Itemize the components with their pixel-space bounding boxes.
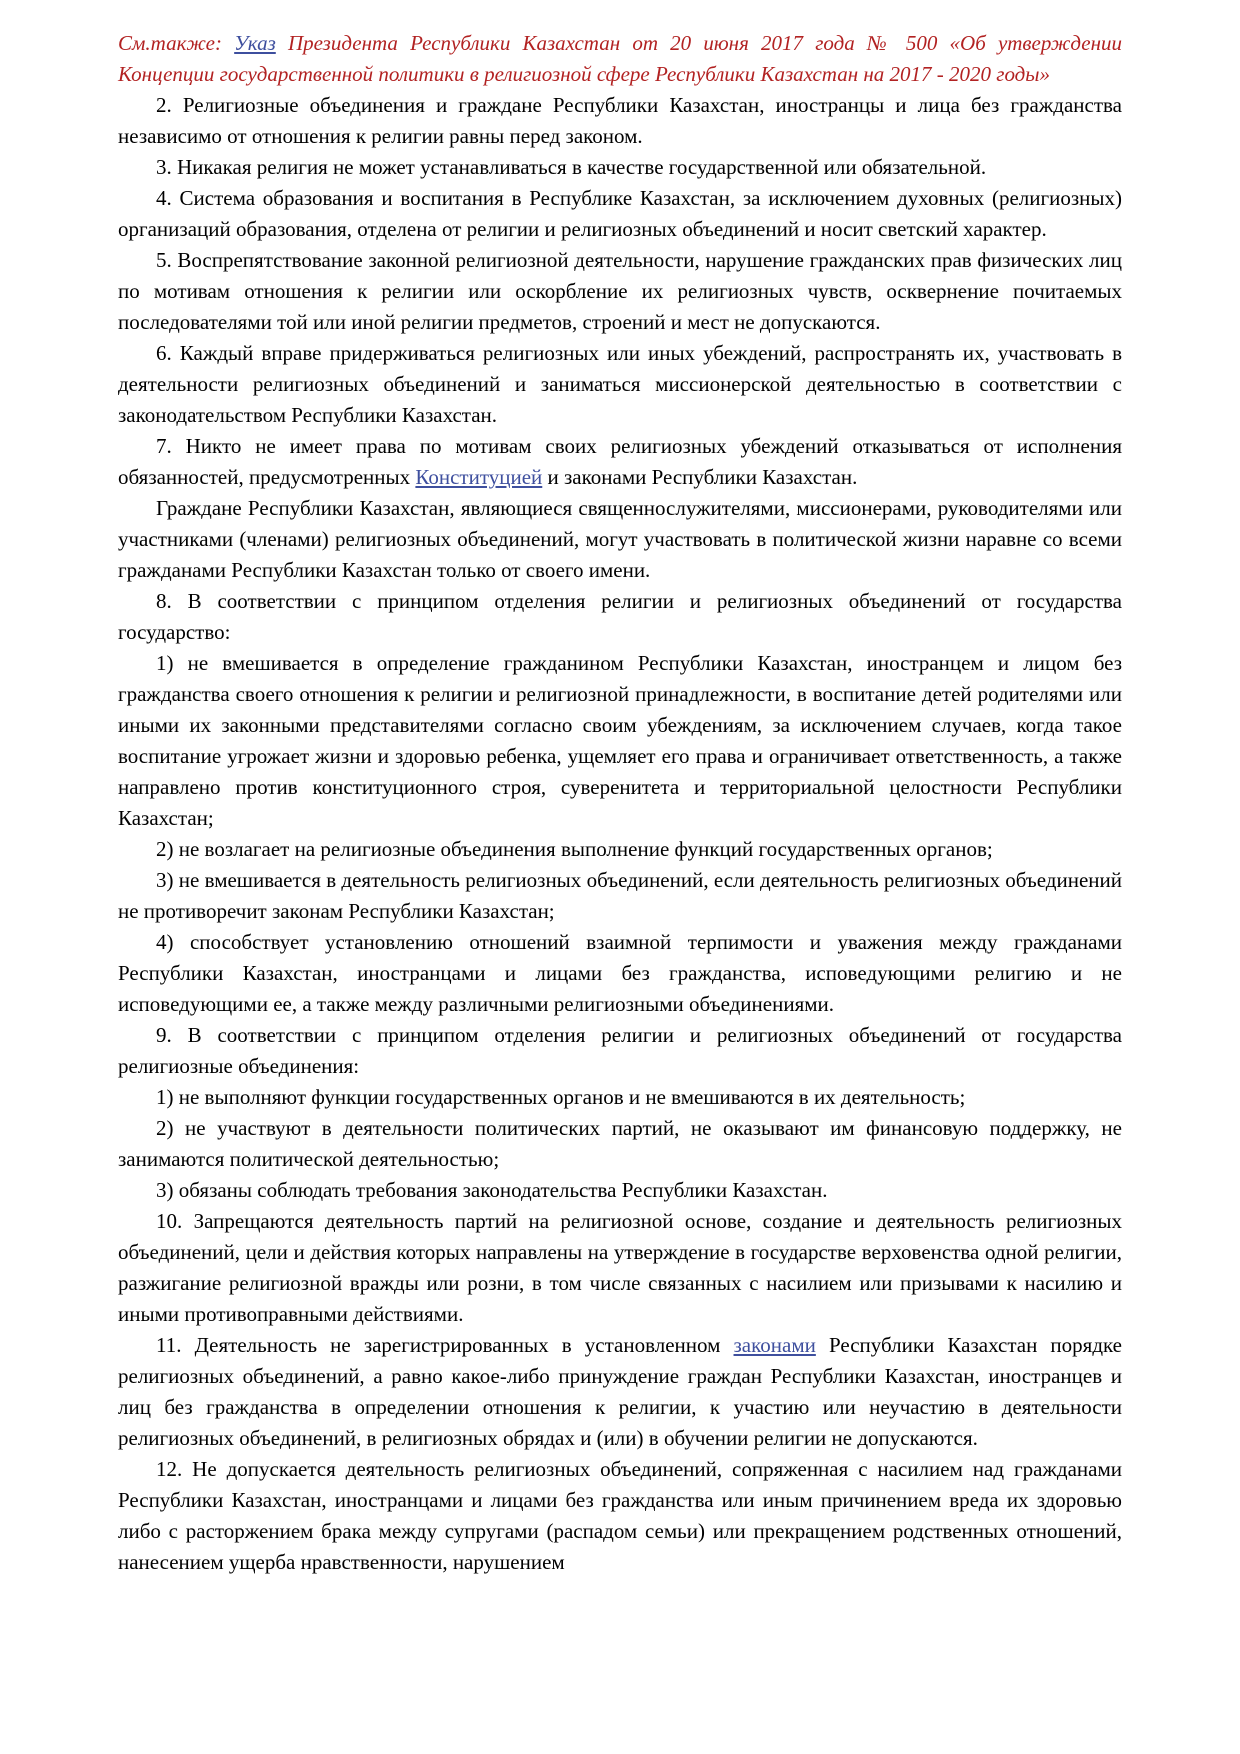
paragraph	[118, 1082, 1122, 1113]
paragraph	[118, 1206, 1122, 1330]
paragraph	[118, 245, 1122, 338]
text-segment: 3. Никакая религия не может устанавливаться в качестве государственной или обязательной.	[156, 155, 987, 179]
document-body	[118, 90, 1122, 1578]
text-segment: 12. Не допускается деятельность религиозных объединений, сопряженная с насилием над гражданами Республики Казахстан, иностранцами и лицами без гражданства или иным причинением вреда их здоровью либо с расторжением брака между супругами (распадом семьи) или прекращением родственных отношений, нанесением ущерба нравственности, нарушением	[118, 1457, 1122, 1574]
laws-link[interactable]: законами	[733, 1333, 816, 1357]
text-segment: 11. Деятельность не зарегистрированных в установленном	[156, 1333, 734, 1357]
text-segment: 7. Никто не имеет права по мотивам своих религиозных убеждений отказываться от исполнения обязанностей, предусмотренных	[118, 434, 1122, 489]
ukaz-link[interactable]: Указ	[234, 31, 276, 55]
paragraph	[118, 834, 1122, 865]
text-segment: Граждане Республики Казахстан, являющиеся священнослужителями, миссионерами, руководителями или участниками (членами) религиозных объединений, могут участвовать в политической жизни наравне со всеми гражданами Республики Казахстан только от своего имени.	[118, 496, 1122, 582]
text-segment: Республики Казахстан порядке религиозных объединений, а равно какое-либо принуждение граждан Республики Казахстан, иностранцев и лиц без гражданства в определении отношения к религии, к участию или неучастию в деятельности религиозных объединений, в религиозных обрядах и (или) в обучении религии не допускаются.	[118, 1333, 1122, 1450]
text-segment: Президента Республики Казахстан от 20 июня 2017 года № 500 «Об утверждении Концепции государственной политики в религиозной сфере Республики Казахстан на 2017 - 2020 годы»	[118, 31, 1122, 86]
text-segment: 1) не вмешивается в определение гражданином Республики Казахстан, иностранцем и лицом без гражданства своего отношения к религии и религиозной принадлежности, в воспитание детей родителями или иными их законными представителями согласно своим убеждениям, за исключением случаев, когда такое воспитание угрожает жизни и здоровью ребенка, ущемляет его права и ограничивает ответственность, а также направлено против конституционного строя, суверенитета и территориальной целостности Республики Казахстан;	[118, 651, 1122, 830]
text-segment: и законами Республики Казахстан.	[542, 465, 858, 489]
text-segment: 1) не выполняют функции государственных органов и не вмешиваются в их деятельность;	[156, 1085, 966, 1109]
text-segment: 6. Каждый вправе придерживаться религиозных или иных убеждений, распространять их, участвовать в деятельности религиозных объединений и заниматься миссионерской деятельностью в соответствии с законодательством Республики Казахстан.	[118, 341, 1122, 427]
paragraph	[118, 90, 1122, 152]
text-segment: 3) обязаны соблюдать требования законодательства Республики Казахстан.	[156, 1178, 828, 1202]
paragraph	[118, 1113, 1122, 1175]
paragraph	[118, 648, 1122, 834]
paragraph	[118, 1454, 1122, 1578]
paragraph	[118, 865, 1122, 927]
paragraph	[118, 1175, 1122, 1206]
paragraph	[118, 1020, 1122, 1082]
text-segment: 9. В соответствии с принципом отделения религии и религиозных объединений от государства религиозные объединения:	[118, 1023, 1122, 1078]
text-segment: 4) способствует установлению отношений взаимной терпимости и уважения между гражданами Республики Казахстан, иностранцами и лицами без гражданства, исповедующими религию и не исповедующими ее, а также между различными религиозными объединениями.	[118, 930, 1122, 1016]
paragraph	[118, 586, 1122, 648]
paragraph	[118, 431, 1122, 493]
text-segment: 2. Религиозные объединения и граждане Республики Казахстан, иностранцы и лица без гражданства независимо от отношения к религии равны перед законом.	[118, 93, 1122, 148]
paragraph	[118, 338, 1122, 431]
text-segment: См.также:	[118, 31, 235, 55]
paragraph	[118, 927, 1122, 1020]
text-segment: 10. Запрещаются деятельность партий на религиозной основе, создание и деятельность религиозных объединений, цели и действия которых направлены на утверждение в государстве верховенства одной религии, разжигание религиозной вражды или розни, в том числе связанных с насилием или призывами к насилию и иными противоправными действиями.	[118, 1209, 1122, 1326]
paragraph	[118, 493, 1122, 586]
text-segment: 2) не участвуют в деятельности политических партий, не оказывают им финансовую поддержку, не занимаются политической деятельностью;	[118, 1116, 1122, 1171]
see-also-note	[118, 28, 1122, 90]
paragraph	[118, 183, 1122, 245]
text-segment: 5. Воспрепятствование законной религиозной деятельности, нарушение гражданских прав физических лиц по мотивам отношения к религии или оскорбление их религиозных чувств, осквернение почитаемых последователями той или иной религии предметов, строений и мест не допускаются.	[118, 248, 1122, 334]
text-segment: 4. Система образования и воспитания в Республике Казахстан, за исключением духовных (религиозных) организаций образования, отделена от религии и религиозных объединений и носит светский характер.	[118, 186, 1122, 241]
constitution-link[interactable]: Конституцией	[415, 465, 543, 489]
text-segment: 3) не вмешивается в деятельность религиозных объединений, если деятельность религиозных объединений не противоречит законам Республики Казахстан;	[118, 868, 1122, 923]
paragraph	[118, 152, 1122, 183]
text-segment: 2) не возлагает на религиозные объединения выполнение функций государственных органов;	[156, 837, 993, 861]
paragraph	[118, 1330, 1122, 1454]
text-segment: 8. В соответствии с принципом отделения религии и религиозных объединений от государства государство:	[118, 589, 1122, 644]
